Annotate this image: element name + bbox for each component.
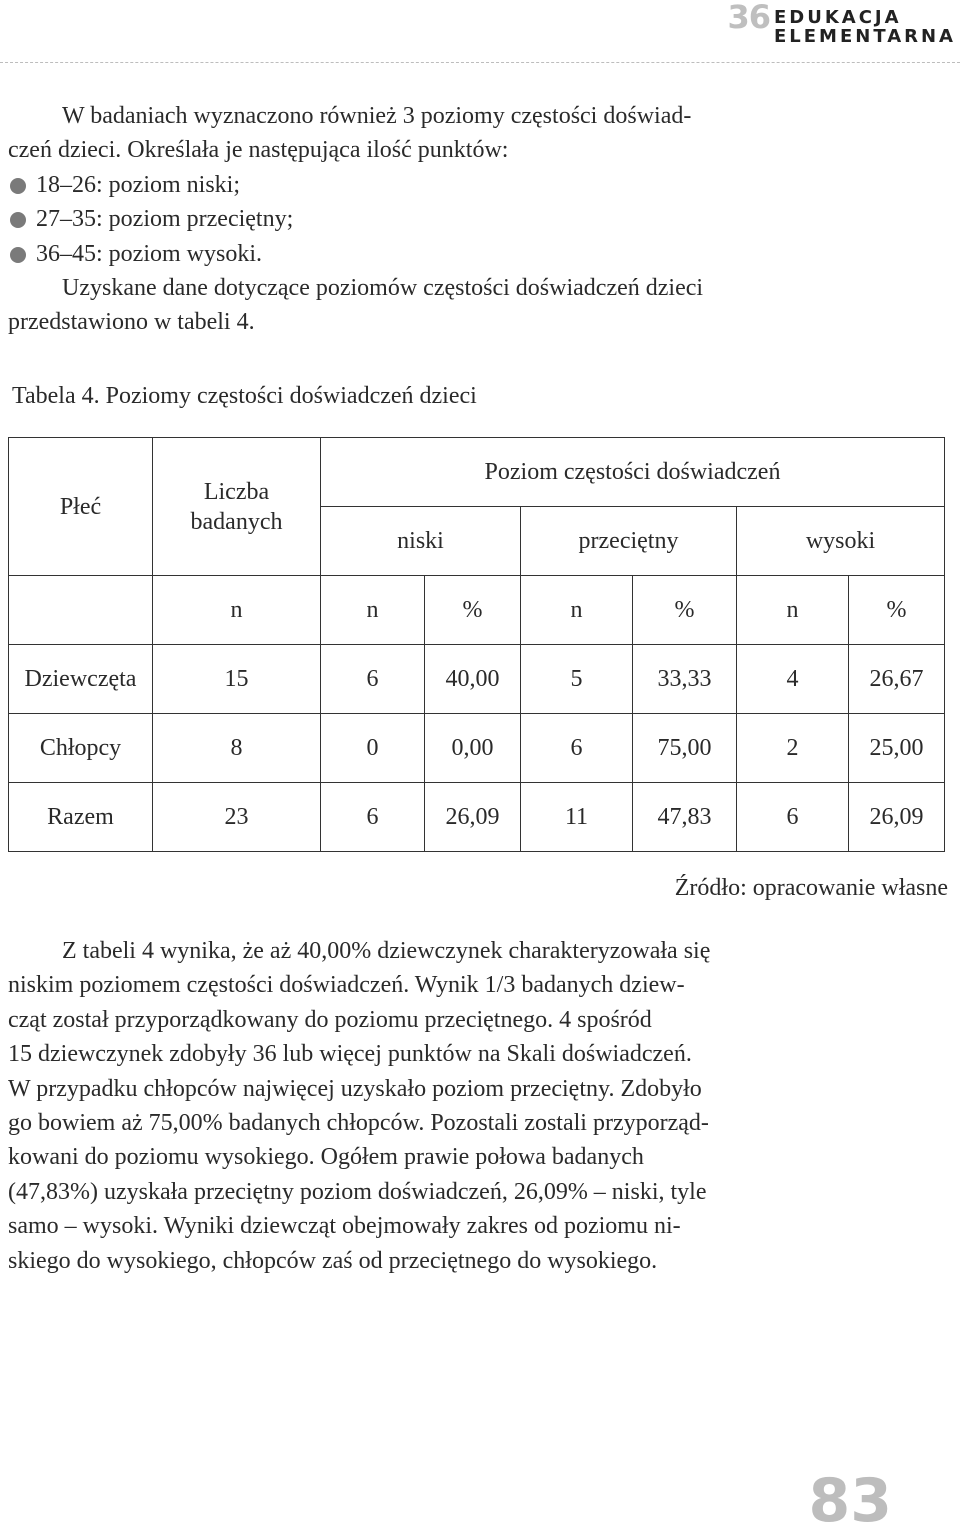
discussion-line: kowani do poziomu wysokiego. Ogółem prawie połowa badanych xyxy=(8,1144,644,1171)
table-cell: 26,67 xyxy=(849,645,945,714)
table-row xyxy=(9,714,945,783)
header-level-mid: przeciętny xyxy=(521,507,737,576)
table-cell: 47,83 xyxy=(633,783,737,852)
row-label: Chłopcy xyxy=(9,714,153,783)
table-cell: 5 xyxy=(521,645,633,714)
intro-paragraph xyxy=(8,99,808,340)
intro-line: czeń dzieci. Określała je następująca ilość punktów: xyxy=(8,137,509,164)
row-label: Dziewczęta xyxy=(9,645,153,714)
header-level-low: niski xyxy=(321,507,521,576)
bullet-item xyxy=(8,237,808,271)
subheader-cell: % xyxy=(425,576,521,645)
discussion-line: samo – wysoki. Wyniki dziewcząt obejmowały zakres od poziomu ni- xyxy=(8,1213,681,1240)
journal-name-line1: EDUKACJA xyxy=(773,7,902,28)
subheader-cell: % xyxy=(633,576,737,645)
journal-name-line2: ELEMENTARNA xyxy=(773,26,956,47)
journal-header xyxy=(727,2,956,46)
journal-name xyxy=(774,8,956,46)
table-row xyxy=(9,783,945,852)
bullet-icon xyxy=(10,247,26,263)
bullet-icon xyxy=(10,212,26,228)
table-cell: 0,00 xyxy=(425,714,521,783)
table-cell: 75,00 xyxy=(633,714,737,783)
header-level-group: Poziom częstości doświadczeń xyxy=(321,438,945,507)
intro-line: przedstawiono w tabeli 4. xyxy=(8,309,255,336)
subheader-row xyxy=(9,576,945,645)
bullet-text: 27–35: poziom przeciętny; xyxy=(36,206,294,233)
table-cell: 11 xyxy=(521,783,633,852)
bullet-text: 36–45: poziom wysoki. xyxy=(36,240,262,267)
header-count: Liczba badanych xyxy=(153,438,321,576)
table-cell: 6 xyxy=(321,645,425,714)
discussion-line: Z tabeli 4 wynika, że aż 40,00% dziewczynek charakteryzowała się xyxy=(62,938,711,964)
bullet-icon xyxy=(10,178,26,194)
subheader-cell: n xyxy=(737,576,849,645)
discussion-line: (47,83%) uzyskała przeciętny poziom doświadczeń, 26,09% – niski, tyle xyxy=(8,1178,707,1205)
intro-line: Uzyskane dane dotyczące poziomów częstości doświadczeń dzieci xyxy=(62,275,704,302)
subheader-cell xyxy=(9,576,153,645)
header-level-high: wysoki xyxy=(737,507,945,576)
bullet-text: 18–26: poziom niski; xyxy=(36,171,240,198)
header-rule xyxy=(0,62,960,63)
row-label: Razem xyxy=(9,783,153,852)
discussion-paragraph xyxy=(8,934,808,1278)
subheader-cell: n xyxy=(521,576,633,645)
table-cell: 8 xyxy=(153,714,321,783)
table-row xyxy=(9,645,945,714)
table-cell: 6 xyxy=(521,714,633,783)
table-cell: 26,09 xyxy=(849,783,945,852)
discussion-line: skiego do wysokiego, chłopców zaś od przeciętnego do wysokiego. xyxy=(8,1247,658,1274)
subheader-cell: n xyxy=(321,576,425,645)
discussion-line: W przypadku chłopców najwięcej uzyskało poziom przeciętny. Zdobyło xyxy=(8,1075,702,1102)
table-source: Źródło: opracowanie własne xyxy=(674,875,948,901)
header-sex: Płeć xyxy=(9,438,153,576)
intro-line: W badaniach wyznaczono również 3 poziomy częstości doświad- xyxy=(62,103,692,129)
discussion-line: cząt został przyporządkowany do poziomu przeciętnego. 4 spośród xyxy=(8,1006,652,1033)
bullet-item xyxy=(8,202,808,236)
discussion-line: niskim poziomem częstości doświadczeń. Wynik 1/3 badanych dziew- xyxy=(8,972,685,999)
table-cell: 25,00 xyxy=(849,714,945,783)
page-number: 83 xyxy=(808,1466,892,1536)
discussion-line: go bowiem aż 75,00% badanych chłopców. Pozostali zostali przyporząd- xyxy=(8,1110,709,1137)
table-cell: 23 xyxy=(153,783,321,852)
table-cell: 4 xyxy=(737,645,849,714)
table-cell: 33,33 xyxy=(633,645,737,714)
table-cell: 15 xyxy=(153,645,321,714)
table-cell: 2 xyxy=(737,714,849,783)
discussion-line: 15 dziewczynek zdobyły 36 lub więcej punktów na Skali doświadczeń. xyxy=(8,1041,692,1068)
issue-number: 36 xyxy=(727,0,770,36)
table-cell: 40,00 xyxy=(425,645,521,714)
subheader-cell: n xyxy=(153,576,321,645)
table-cell: 0 xyxy=(321,714,425,783)
bullet-item xyxy=(8,168,808,202)
subheader-cell: % xyxy=(849,576,945,645)
table-cell: 6 xyxy=(737,783,849,852)
table-caption: Tabela 4. Poziomy częstości doświadczeń dzieci xyxy=(12,383,477,409)
frequency-table xyxy=(8,437,945,852)
table-cell: 6 xyxy=(321,783,425,852)
table-cell: 26,09 xyxy=(425,783,521,852)
